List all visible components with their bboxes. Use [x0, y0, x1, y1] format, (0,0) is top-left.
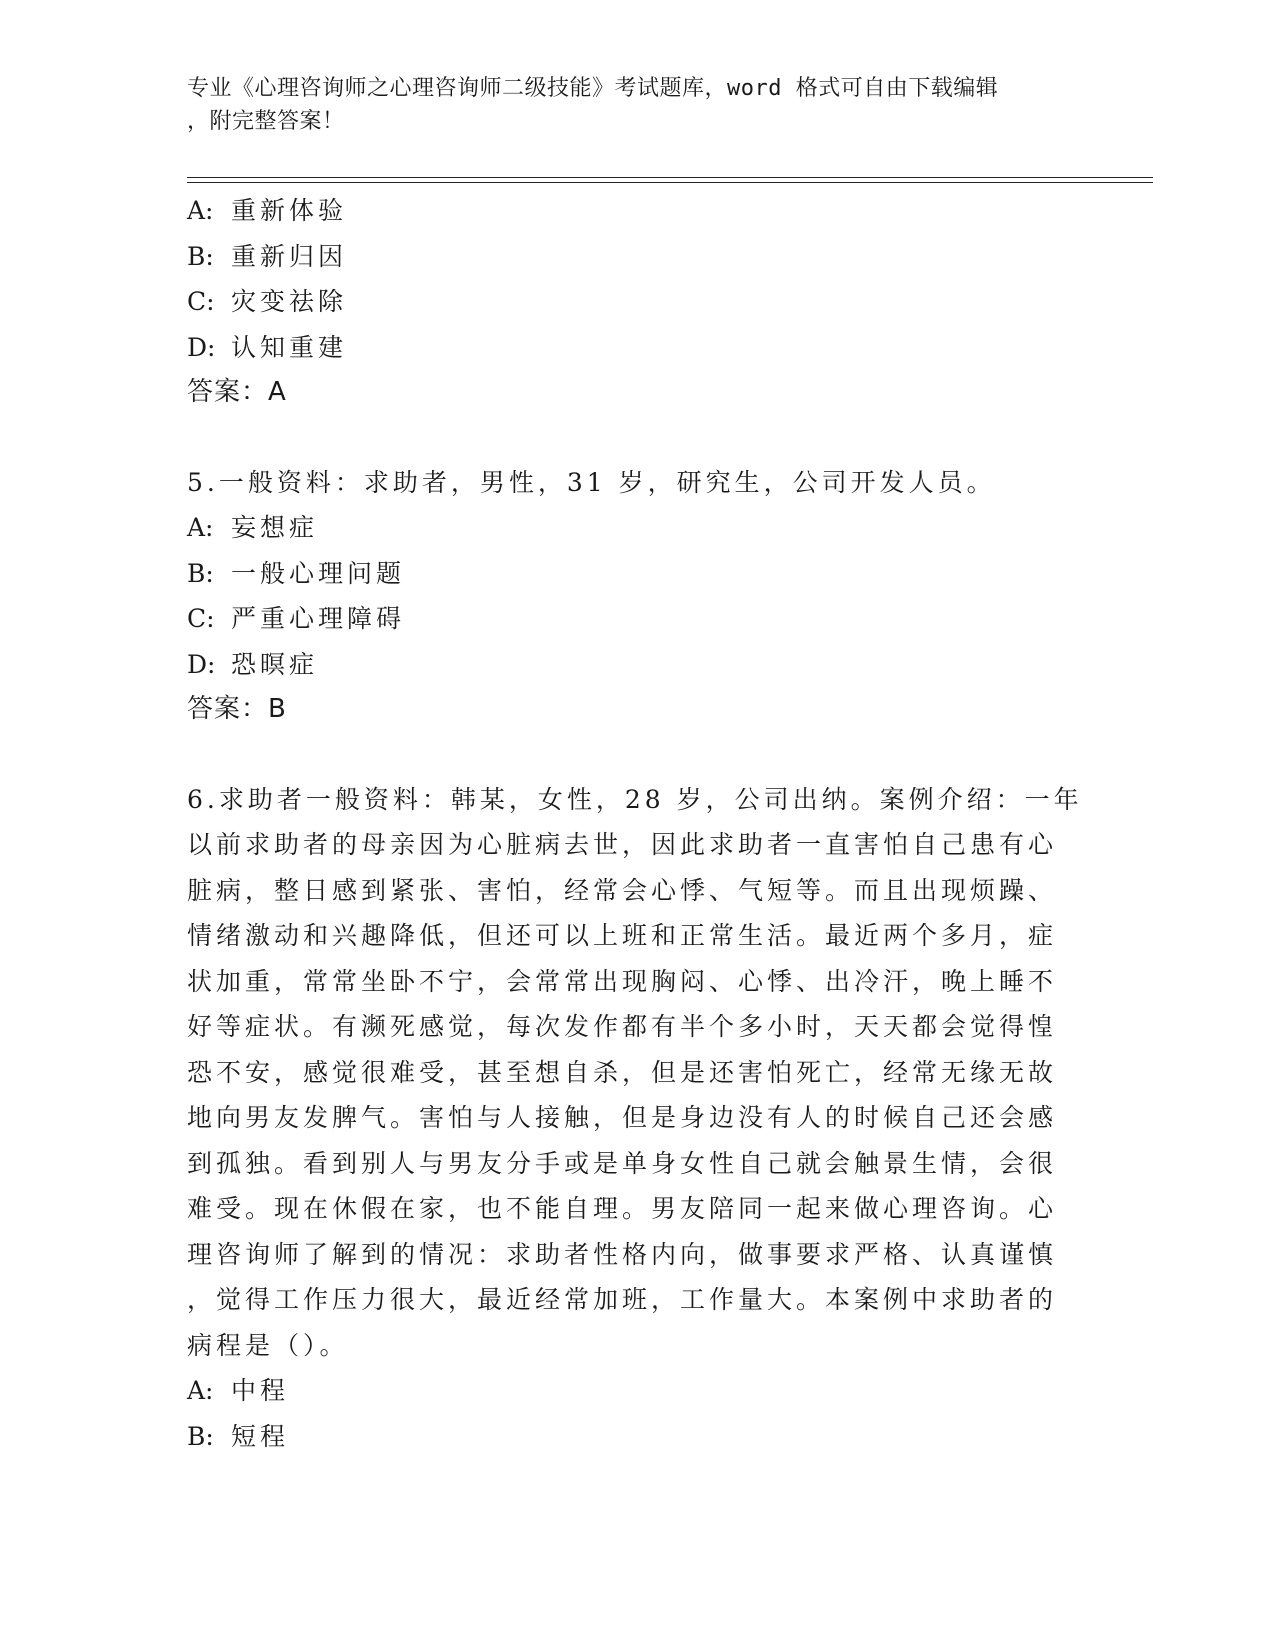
option-a: [187, 1368, 1067, 1414]
option-text: 认知重建: [231, 332, 348, 362]
option-text: 重新归因: [231, 241, 348, 271]
option-letter: A:: [187, 1376, 214, 1405]
option-a: [187, 188, 1067, 234]
question-6-line: 好等症状。有濒死感觉，每次发作都有半个多小时，天天都会觉得惶: [187, 1012, 1058, 1041]
question-6-line: 6.求助者一般资料：韩某，女性，28 岁，公司出纳。案例介绍：一年: [187, 784, 1083, 814]
option-c: [187, 279, 1067, 325]
option-letter: D:: [187, 332, 216, 362]
header-divider: [187, 177, 1153, 183]
option-text: 重新体验: [231, 196, 348, 225]
question-5-answer: 答案：B: [187, 694, 287, 724]
question-6-line: 理咨询师了解到的情况：求助者性格内向，做事要求严格、认真谨慎: [187, 1239, 1058, 1269]
option-b: [187, 234, 1067, 280]
option-text: 恐暝症: [231, 649, 319, 679]
option-text: 妄想症: [231, 513, 319, 542]
question-6-line: 地向男友发脾气。害怕与人接触，但是身边没有人的时候自己还会感: [187, 1103, 1058, 1132]
question-5-text: 5.一般资料：求助者，男性，31 岁，研究生，公司开发人员。: [187, 467, 996, 497]
question-4-options: [187, 188, 1067, 416]
option-text: 灾变祛除: [231, 287, 348, 316]
option-c: [187, 596, 1067, 642]
question-6-line: 恐不安，感觉很难受，甚至想自杀，但是还害怕死亡，经常无缘无故: [187, 1057, 1058, 1087]
option-a: [187, 505, 1067, 551]
option-letter: C:: [187, 604, 215, 633]
option-text: 短程: [231, 1421, 290, 1451]
header-line-2: ，附完整答案！: [187, 109, 345, 134]
question-6-line: ，觉得工作压力很大，最近经常加班，工作量大。本案例中求助者的: [187, 1285, 1058, 1314]
option-letter: B:: [187, 558, 214, 588]
question-6-line: 到孤独。看到别人与男友分手或是单身女性自己就会触景生情，会很: [187, 1148, 1058, 1178]
question-6: [187, 777, 1083, 1460]
option-letter: A:: [187, 513, 214, 542]
option-text: 一般心理问题: [231, 558, 406, 588]
option-letter: A:: [187, 196, 214, 225]
option-b: [187, 551, 1067, 597]
question-5: [187, 460, 1067, 733]
spacer: [187, 416, 1067, 460]
question-6-line: 以前求助者的母亲因为心脏病去世，因此求助者一直害怕自己患有心: [187, 830, 1058, 859]
question-6-line: 状加重，常常坐卧不宁，会常常出现胸闷、心悸、出冷汗，晚上睡不: [187, 966, 1058, 996]
question-6-line: 脏病，整日感到紧张、害怕，经常会心悸、气短等。而且出现烦躁、: [187, 875, 1058, 905]
document-header: [187, 72, 1067, 138]
document-body: [187, 188, 1083, 1459]
question-4-answer: 答案：A: [187, 377, 287, 407]
question-6-text: [187, 777, 1083, 1369]
option-text: 严重心理障碍: [231, 604, 406, 633]
option-text: 中程: [231, 1376, 290, 1405]
option-d: [187, 642, 1067, 688]
option-letter: C:: [187, 287, 215, 316]
option-letter: B:: [187, 241, 214, 271]
option-d: [187, 325, 1067, 371]
question-6-line: 病程是（）。: [187, 1330, 349, 1360]
header-line-1: 专业《心理咨询师之心理咨询师二级技能》考试题库，word 格式可自由下载编辑: [187, 76, 999, 101]
option-letter: D:: [187, 649, 216, 679]
question-6-line: 难受。现在休假在家，也不能自理。男友陪同一起来做心理咨询。心: [187, 1194, 1058, 1223]
question-6-line: 情绪激动和兴趣降低，但还可以上班和正常生活。最近两个多月，症: [187, 921, 1058, 950]
spacer: [187, 733, 1067, 777]
option-letter: B:: [187, 1421, 214, 1451]
option-b: [187, 1414, 1067, 1460]
